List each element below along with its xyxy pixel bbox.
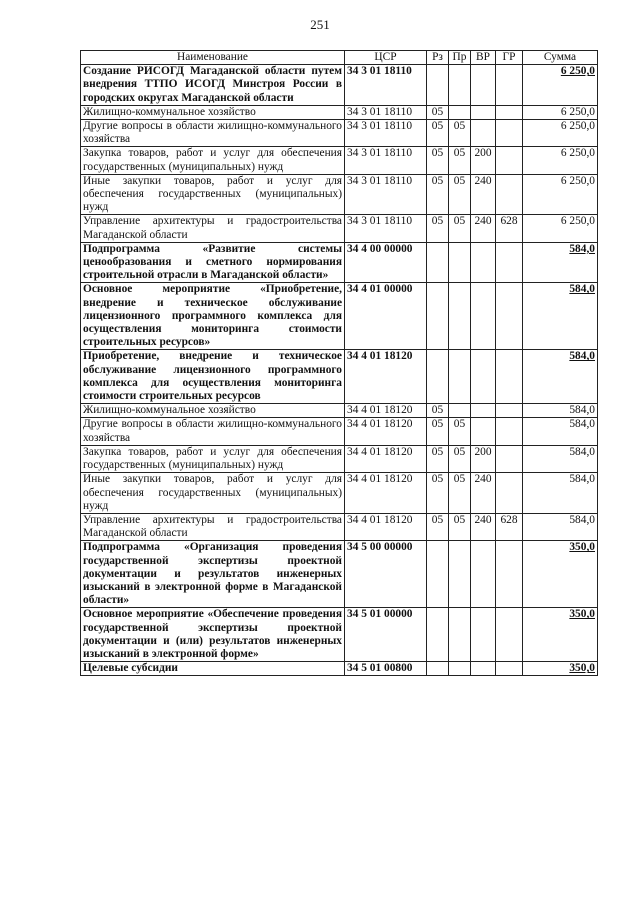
- cell-vr: [471, 662, 496, 676]
- cell-pr: [449, 65, 471, 106]
- table-row: [81, 513, 598, 540]
- table-row: [81, 65, 598, 106]
- cell-pr: [449, 242, 471, 283]
- cell-csr: 34 3 01 18110: [345, 174, 427, 215]
- cell-sum: 584,0: [523, 283, 598, 350]
- cell-gr: [496, 662, 523, 676]
- cell-vr: 200: [471, 445, 496, 472]
- cell-pr: [449, 608, 471, 662]
- cell-rz: 05: [427, 418, 449, 445]
- cell-gr: [496, 608, 523, 662]
- cell-vr: [471, 242, 496, 283]
- cell-vr: [471, 404, 496, 418]
- header-sum: Сумма: [523, 51, 598, 65]
- cell-csr: 34 4 01 18120: [345, 418, 427, 445]
- cell-gr: [496, 473, 523, 514]
- cell-name: Закупка товаров, работ и услуг для обеспечения государственных (муниципальных) нужд: [81, 147, 345, 174]
- cell-csr: 34 3 01 18110: [345, 105, 427, 119]
- cell-rz: 05: [427, 404, 449, 418]
- cell-sum: 350,0: [523, 608, 598, 662]
- cell-sum: 584,0: [523, 404, 598, 418]
- table-row: [81, 120, 598, 147]
- cell-gr: 628: [496, 215, 523, 242]
- cell-csr: 34 4 01 18120: [345, 404, 427, 418]
- cell-pr: 05: [449, 215, 471, 242]
- cell-gr: [496, 105, 523, 119]
- cell-pr: 05: [449, 445, 471, 472]
- cell-gr: [496, 242, 523, 283]
- cell-sum: 584,0: [523, 473, 598, 514]
- cell-csr: 34 3 01 18110: [345, 215, 427, 242]
- cell-name: Управление архитектуры и градостроительства Магаданской области: [81, 513, 345, 540]
- cell-name: Закупка товаров, работ и услуг для обеспечения государственных (муниципальных) нужд: [81, 445, 345, 472]
- cell-name: Другие вопросы в области жилищно-коммунального хозяйства: [81, 120, 345, 147]
- cell-vr: 240: [471, 215, 496, 242]
- cell-rz: 05: [427, 513, 449, 540]
- cell-rz: 05: [427, 473, 449, 514]
- cell-gr: [496, 445, 523, 472]
- budget-table: [80, 50, 598, 676]
- cell-gr: [496, 418, 523, 445]
- cell-sum: 6 250,0: [523, 105, 598, 119]
- cell-name: Приобретение, внедрение и техническое обслуживание лицензионного программного комплекса для осуществления мониторинга стоимости строительных ресурсов: [81, 350, 345, 404]
- table-row: [81, 418, 598, 445]
- cell-sum: 350,0: [523, 662, 598, 676]
- cell-csr: 34 4 01 18120: [345, 513, 427, 540]
- cell-vr: [471, 283, 496, 350]
- cell-csr: 34 5 01 00000: [345, 608, 427, 662]
- cell-rz: [427, 283, 449, 350]
- cell-csr: 34 5 00 00000: [345, 541, 427, 608]
- cell-name: Создание РИСОГД Магаданской области путем внедрения ТТПО ИСОГД Минстроя России в городских округах Магаданской области: [81, 65, 345, 106]
- cell-name: Основное мероприятие «Обеспечение проведения государственной экспертизы проектной документации и (или) результатов инженерных изысканий в электронной форме»: [81, 608, 345, 662]
- cell-csr: 34 5 01 00800: [345, 662, 427, 676]
- cell-gr: 628: [496, 513, 523, 540]
- cell-rz: 05: [427, 215, 449, 242]
- table-row: [81, 445, 598, 472]
- cell-pr: 05: [449, 174, 471, 215]
- cell-csr: 34 4 00 00000: [345, 242, 427, 283]
- table-row: [81, 147, 598, 174]
- cell-sum: 350,0: [523, 541, 598, 608]
- table-row: [81, 174, 598, 215]
- cell-csr: 34 3 01 18110: [345, 147, 427, 174]
- table-row: [81, 608, 598, 662]
- cell-gr: [496, 350, 523, 404]
- cell-name: Основное мероприятие «Приобретение, внедрение и техническое обслуживание лицензионного программного комплекса для осуществления мониторинга стоимости строительных ресурсов»: [81, 283, 345, 350]
- cell-vr: 240: [471, 473, 496, 514]
- cell-vr: [471, 350, 496, 404]
- header-csr: ЦСР: [345, 51, 427, 65]
- cell-csr: 34 4 01 18120: [345, 350, 427, 404]
- cell-name: Другие вопросы в области жилищно-коммунального хозяйства: [81, 418, 345, 445]
- cell-pr: [449, 404, 471, 418]
- cell-vr: 240: [471, 513, 496, 540]
- cell-sum: 6 250,0: [523, 120, 598, 147]
- cell-vr: 200: [471, 147, 496, 174]
- cell-vr: [471, 120, 496, 147]
- table-row: [81, 105, 598, 119]
- cell-sum: 6 250,0: [523, 65, 598, 106]
- cell-gr: [496, 404, 523, 418]
- cell-name: Иные закупки товаров, работ и услуг для обеспечения государственных (муниципальных) нужд: [81, 174, 345, 215]
- cell-gr: [496, 65, 523, 106]
- table-row: [81, 404, 598, 418]
- cell-rz: [427, 242, 449, 283]
- cell-name: Управление архитектуры и градостроительства Магаданской области: [81, 215, 345, 242]
- table-row: [81, 283, 598, 350]
- cell-rz: 05: [427, 147, 449, 174]
- cell-rz: 05: [427, 174, 449, 215]
- cell-pr: 05: [449, 418, 471, 445]
- table-row: [81, 350, 598, 404]
- cell-sum: 584,0: [523, 350, 598, 404]
- header-vr: ВР: [471, 51, 496, 65]
- cell-rz: [427, 65, 449, 106]
- cell-pr: 05: [449, 473, 471, 514]
- cell-rz: [427, 350, 449, 404]
- header-rz: Рз: [427, 51, 449, 65]
- header-gr: ГР: [496, 51, 523, 65]
- cell-name: Подпрограмма «Развитие системы ценообразования и сметного нормирования строительной отрасли в Магаданской области»: [81, 242, 345, 283]
- cell-vr: [471, 105, 496, 119]
- cell-gr: [496, 147, 523, 174]
- cell-rz: 05: [427, 120, 449, 147]
- cell-pr: [449, 541, 471, 608]
- header-pr: Пр: [449, 51, 471, 65]
- cell-sum: 6 250,0: [523, 215, 598, 242]
- table-row: [81, 242, 598, 283]
- header-name: Наименование: [81, 51, 345, 65]
- cell-csr: 34 4 01 18120: [345, 473, 427, 514]
- cell-pr: 05: [449, 513, 471, 540]
- cell-csr: 34 4 01 00000: [345, 283, 427, 350]
- cell-csr: 34 4 01 18120: [345, 445, 427, 472]
- cell-pr: [449, 662, 471, 676]
- cell-pr: 05: [449, 147, 471, 174]
- header-row: [81, 51, 598, 65]
- cell-rz: [427, 608, 449, 662]
- cell-name: Целевые субсидии: [81, 662, 345, 676]
- cell-sum: 584,0: [523, 242, 598, 283]
- table-row: [81, 662, 598, 676]
- cell-name: Жилищно-коммунальное хозяйство: [81, 105, 345, 119]
- cell-gr: [496, 541, 523, 608]
- table-row: [81, 473, 598, 514]
- cell-vr: [471, 608, 496, 662]
- cell-vr: [471, 65, 496, 106]
- cell-sum: 584,0: [523, 513, 598, 540]
- cell-csr: 34 3 01 18110: [345, 65, 427, 106]
- cell-sum: 584,0: [523, 418, 598, 445]
- cell-rz: 05: [427, 445, 449, 472]
- page-number: 251: [310, 17, 330, 32]
- cell-vr: 240: [471, 174, 496, 215]
- cell-rz: [427, 541, 449, 608]
- cell-pr: 05: [449, 120, 471, 147]
- cell-sum: 584,0: [523, 445, 598, 472]
- cell-name: Иные закупки товаров, работ и услуг для обеспечения государственных (муниципальных) нужд: [81, 473, 345, 514]
- cell-pr: [449, 283, 471, 350]
- cell-gr: [496, 283, 523, 350]
- cell-vr: [471, 541, 496, 608]
- cell-rz: [427, 662, 449, 676]
- cell-name: Подпрограмма «Организация проведения государственной экспертизы проектной документации и результатов инженерных изысканий в электронной форме в Магаданской области»: [81, 541, 345, 608]
- cell-pr: [449, 105, 471, 119]
- cell-gr: [496, 120, 523, 147]
- table-row: [81, 541, 598, 608]
- table-row: [81, 215, 598, 242]
- cell-name: Жилищно-коммунальное хозяйство: [81, 404, 345, 418]
- cell-csr: 34 3 01 18110: [345, 120, 427, 147]
- cell-sum: 6 250,0: [523, 174, 598, 215]
- cell-rz: 05: [427, 105, 449, 119]
- cell-sum: 6 250,0: [523, 147, 598, 174]
- cell-pr: [449, 350, 471, 404]
- cell-vr: [471, 418, 496, 445]
- cell-gr: [496, 174, 523, 215]
